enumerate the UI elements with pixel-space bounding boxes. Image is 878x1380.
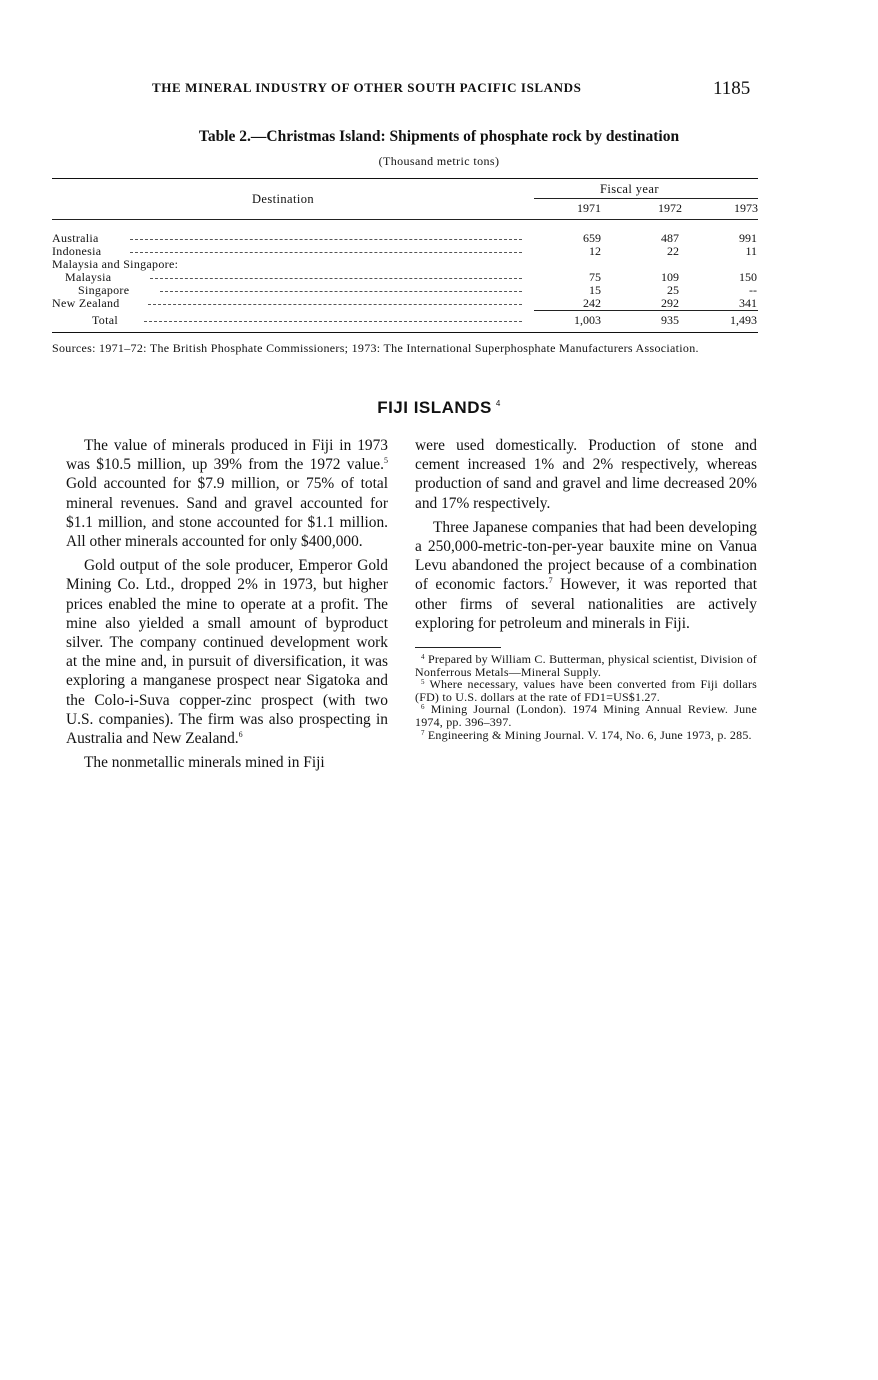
- row-label: Australia: [52, 231, 99, 245]
- dot-leader: [160, 291, 522, 292]
- table-sources-note: Sources: 1971–72: The British Phosphate Commissioners; 1973: The International Superphosphate Manufacturers Association.: [52, 341, 699, 355]
- section-title: FIJI ISLANDS: [377, 398, 492, 417]
- header-bottom-rule: [52, 219, 758, 220]
- row-label: Singapore: [78, 283, 130, 297]
- left-column: [66, 436, 388, 772]
- row-label: Total: [92, 313, 118, 327]
- cell-1971: 75: [589, 270, 601, 284]
- cell-1971: 1,003: [574, 313, 601, 327]
- cell-1973: 1,493: [730, 313, 757, 327]
- cell-1972: 292: [661, 296, 679, 310]
- row-label: Indonesia: [52, 244, 102, 258]
- cell-1972: 25: [667, 283, 679, 297]
- paragraph-text: The value of minerals produced in Fiji in 1973 was $10.5 million, up 39% from the 1972 value.: [66, 437, 388, 474]
- row-label: New Zealand: [52, 296, 120, 310]
- footnote: [415, 653, 757, 678]
- table-row: [52, 283, 758, 296]
- table-row: [52, 296, 758, 309]
- paragraph-text: Three Japanese companies that had been developing a 250,000-metric-ton-per-year bauxite mine on Vanua Levu abandoned the project because of a combination of economic factors.: [415, 518, 757, 594]
- cell-1973: 11: [745, 244, 757, 258]
- destination-column-header: Destination: [252, 192, 315, 206]
- cell-1971: 659: [583, 231, 601, 245]
- cell-1971: 242: [583, 296, 601, 310]
- table-caption: Table 2.—Christmas Island: Shipments of phosphate rock by destination: [198, 128, 680, 145]
- paragraph: [66, 436, 388, 551]
- table-row: [52, 231, 758, 244]
- section-heading: [0, 398, 878, 418]
- table-row-total: [52, 313, 758, 326]
- footnote-text: Mining Journal (London). 1974 Mining Annual Review. June 1974, pp. 396–397.: [415, 702, 758, 729]
- footnote-text: Engineering & Mining Journal. V. 174, No. 6, June 1973, p. 285.: [427, 727, 752, 742]
- year-header-1971: 1971: [577, 201, 601, 215]
- fiscal-year-header: Fiscal year: [600, 182, 659, 196]
- cell-1973: 341: [739, 296, 757, 310]
- paragraph-text: Gold accounted for $7.9 million, or 75% of total mineral revenues. Sand and gravel accounted for $1.1 million, and stone accounted for $1.1 million. All other minerals accounted for only $400,000.: [66, 475, 388, 551]
- footnote: [415, 729, 757, 742]
- row-label: Malaysia and Singapore:: [52, 257, 179, 271]
- footnote-ref: 4: [495, 399, 501, 408]
- cell-1973: 150: [739, 270, 757, 284]
- footnote: [415, 678, 757, 703]
- paragraph: [66, 753, 388, 772]
- fiscal-year-rule: [534, 198, 758, 199]
- cell-1972: 935: [661, 313, 679, 327]
- footnote-ref: 6: [238, 730, 243, 740]
- dot-leader: [130, 239, 522, 240]
- paragraph: [415, 518, 757, 633]
- footnote: [415, 703, 757, 728]
- running-title: THE MINERAL INDUSTRY OF OTHER SOUTH PACIFIC ISLANDS: [152, 80, 582, 95]
- table-row: [52, 257, 758, 270]
- table-subcaption: (Thousand metric tons): [378, 154, 500, 168]
- paragraph-text: The nonmetallic minerals mined in Fiji: [84, 754, 325, 772]
- total-rule: [534, 310, 758, 311]
- year-header-1972: 1972: [658, 201, 682, 215]
- footnote-ref: 5: [384, 456, 388, 466]
- paragraph-text: were used domestically. Production of stone and cement increased 1% and 2% respectively, whereas production of sand and gravel and lime decreased 20% and 17% respectively.: [415, 437, 757, 512]
- dot-leader: [150, 278, 522, 279]
- year-header-1973: 1973: [734, 201, 758, 215]
- cell-1972: 487: [661, 231, 679, 245]
- footnote-mark: 7: [421, 728, 425, 737]
- cell-1972: 109: [661, 270, 679, 284]
- row-label: Malaysia: [65, 270, 112, 284]
- cell-1973: --: [749, 283, 757, 297]
- footnotes: [415, 653, 757, 741]
- cell-1971: 12: [589, 244, 601, 258]
- footnote-text: Where necessary, values have been converted from Fiji dollars (FD) to U.S. dollars at the rate of FD1=US$1.27.: [415, 677, 758, 704]
- paragraph-text: Gold output of the sole producer, Emperor Gold Mining Co. Ltd., dropped 2% in 1973, but higher prices enabled the mine to operate at a profit. The mine also yielded a small amount of byproduct silver. The company continued development work at the mine and, in pursuit of diversification, it was exploring a manganese prospect near Sigatoka and the Colo-i-Suva copper-zinc prospect (with two U.S. companies). The firm was also prospecting in Australia and New Zealand.: [66, 557, 388, 748]
- table-row: [52, 244, 758, 257]
- table-row: [52, 270, 758, 283]
- cell-1971: 15: [589, 283, 601, 297]
- footnote-mark: 6: [421, 703, 425, 712]
- footnote-mark: 5: [421, 678, 425, 687]
- dot-leader: [130, 252, 522, 253]
- running-head: [0, 80, 878, 100]
- dot-leader: [148, 304, 522, 305]
- footnote-mark: 4: [421, 653, 425, 662]
- page-number: 1185: [713, 78, 751, 99]
- cell-1973: 991: [739, 231, 757, 245]
- footnote-text: Prepared by William C. Butterman, physical scientist, Division of Nonferrous Metals—Mineral Supply.: [415, 652, 757, 679]
- paragraph: [66, 556, 388, 748]
- right-column: [415, 436, 757, 741]
- cell-1972: 22: [667, 244, 679, 258]
- table-bottom-rule: [52, 332, 758, 333]
- table-top-rule: [52, 178, 758, 179]
- paragraph-text: However, it was reported that other firms of several nationalities are actively exploring for petroleum and minerals in Fiji.: [415, 576, 757, 632]
- footnote-rule: [415, 647, 501, 648]
- footnote-ref: 7: [548, 576, 553, 586]
- dot-leader: [144, 321, 522, 322]
- paragraph: [415, 436, 757, 513]
